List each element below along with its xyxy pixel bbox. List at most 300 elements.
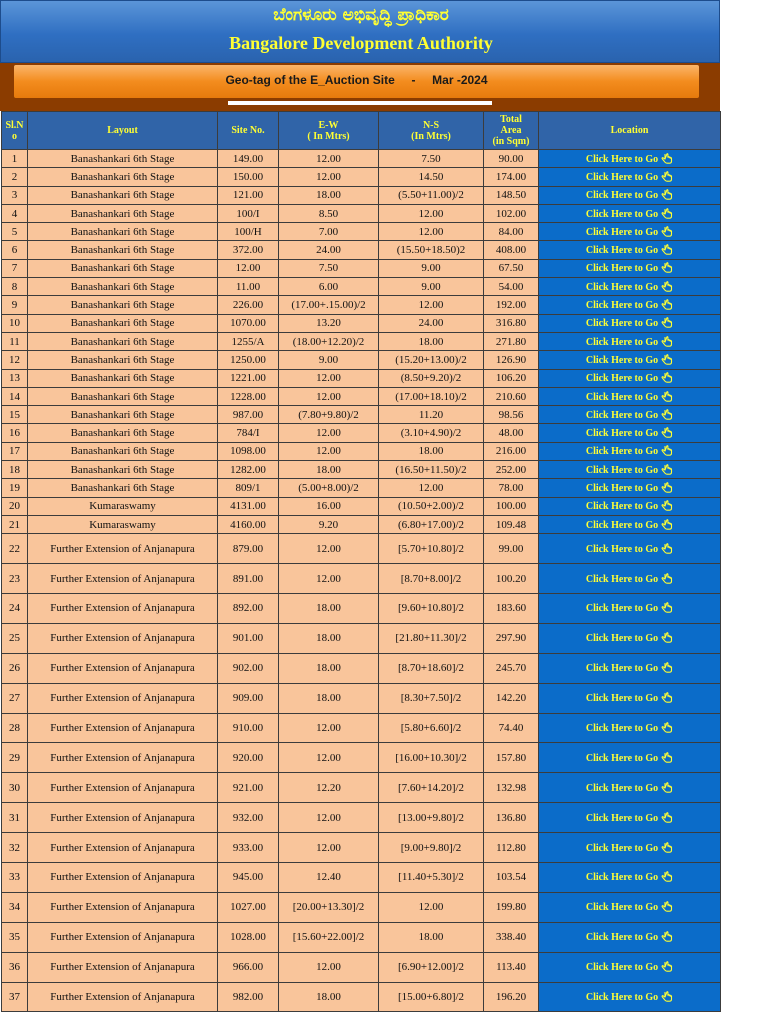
cell-slno: 30 bbox=[2, 773, 28, 803]
location-link-label: Click Here to Go bbox=[585, 573, 659, 585]
cell-ns: 7.50 bbox=[379, 150, 484, 168]
location-link-label: Click Here to Go bbox=[585, 482, 659, 494]
cell-ns: 18.00 bbox=[379, 922, 484, 952]
hand-pointer-icon bbox=[661, 464, 673, 475]
location-link[interactable] bbox=[539, 204, 721, 222]
hand-pointer-icon bbox=[661, 171, 673, 182]
cell-slno: 22 bbox=[2, 534, 28, 564]
cell-ew: 6.00 bbox=[279, 278, 379, 296]
header-slno-line1: Sl.N bbox=[5, 119, 24, 131]
cell-ns: [8.30+7.50]/2 bbox=[379, 683, 484, 713]
cell-site-no: 982.00 bbox=[218, 982, 279, 1012]
cell-ns: [13.00+9.80]/2 bbox=[379, 803, 484, 833]
table-row bbox=[2, 296, 721, 314]
location-link[interactable] bbox=[539, 653, 721, 683]
table-row bbox=[2, 186, 721, 204]
location-link[interactable] bbox=[539, 223, 721, 241]
cell-layout: Banashankari 6th Stage bbox=[28, 387, 218, 405]
header-area bbox=[484, 112, 539, 150]
hand-pointer-icon bbox=[661, 782, 673, 793]
cell-ew: (18.00+12.20)/2 bbox=[279, 332, 379, 350]
location-link[interactable] bbox=[539, 892, 721, 922]
location-link-label: Click Here to Go bbox=[585, 992, 659, 1004]
cell-ns: [8.70+8.00]/2 bbox=[379, 564, 484, 594]
cell-area: 74.40 bbox=[484, 713, 539, 743]
header-layout: Layout bbox=[28, 112, 218, 150]
table-row bbox=[2, 223, 721, 241]
cell-site-no: 892.00 bbox=[218, 594, 279, 624]
cell-slno: 10 bbox=[2, 314, 28, 332]
location-link[interactable] bbox=[539, 534, 721, 564]
cell-ns: [21.80+11.30]/2 bbox=[379, 623, 484, 653]
hand-pointer-icon bbox=[661, 842, 673, 853]
hand-pointer-icon bbox=[661, 153, 673, 164]
cell-layout: Banashankari 6th Stage bbox=[28, 351, 218, 369]
cell-layout: Banashankari 6th Stage bbox=[28, 278, 218, 296]
header-ns bbox=[379, 112, 484, 150]
cell-area: 106.20 bbox=[484, 369, 539, 387]
cell-site-no: 1282.00 bbox=[218, 461, 279, 479]
hand-pointer-icon bbox=[661, 262, 673, 273]
cell-ns: [15.00+6.80]/2 bbox=[379, 982, 484, 1012]
hand-pointer-icon bbox=[661, 901, 673, 912]
cell-area: 54.00 bbox=[484, 278, 539, 296]
cell-slno: 11 bbox=[2, 332, 28, 350]
table-row bbox=[2, 892, 721, 922]
cell-slno: 23 bbox=[2, 564, 28, 594]
cell-area: 48.00 bbox=[484, 424, 539, 442]
location-link[interactable] bbox=[539, 922, 721, 952]
cell-ns: [11.40+5.30]/2 bbox=[379, 863, 484, 893]
location-link-label: Click Here to Go bbox=[585, 373, 659, 385]
cell-ns: 18.00 bbox=[379, 332, 484, 350]
location-link[interactable] bbox=[539, 387, 721, 405]
cell-area: 90.00 bbox=[484, 150, 539, 168]
cell-site-no: 1255/A bbox=[218, 332, 279, 350]
header-area-line2: Area bbox=[500, 125, 522, 136]
hand-pointer-icon bbox=[661, 812, 673, 823]
table-row bbox=[2, 534, 721, 564]
cell-ns: (6.80+17.00)/2 bbox=[379, 515, 484, 533]
cell-layout: Further Extension of Anjanapura bbox=[28, 683, 218, 713]
cell-site-no: 909.00 bbox=[218, 683, 279, 713]
location-link-label: Click Here to Go bbox=[585, 446, 659, 458]
cell-ns: 9.00 bbox=[379, 278, 484, 296]
location-link-label: Click Here to Go bbox=[585, 962, 659, 974]
cell-layout: Banashankari 6th Stage bbox=[28, 259, 218, 277]
cell-slno: 13 bbox=[2, 369, 28, 387]
hand-pointer-icon bbox=[661, 372, 673, 383]
cell-site-no: 100/I bbox=[218, 204, 279, 222]
location-link-label: Click Here to Go bbox=[585, 245, 659, 257]
location-link[interactable] bbox=[539, 623, 721, 653]
table-row bbox=[2, 683, 721, 713]
location-link[interactable] bbox=[539, 713, 721, 743]
hand-pointer-icon bbox=[661, 354, 673, 365]
location-link-label: Click Here to Go bbox=[585, 318, 659, 330]
cell-area: 408.00 bbox=[484, 241, 539, 259]
location-link[interactable] bbox=[539, 803, 721, 833]
cell-slno: 8 bbox=[2, 278, 28, 296]
location-link[interactable] bbox=[539, 863, 721, 893]
cell-area: 112.80 bbox=[484, 833, 539, 863]
cell-layout: Further Extension of Anjanapura bbox=[28, 564, 218, 594]
location-link-label: Click Here to Go bbox=[585, 263, 659, 275]
table-row bbox=[2, 497, 721, 515]
cell-slno: 12 bbox=[2, 351, 28, 369]
location-link[interactable] bbox=[539, 424, 721, 442]
location-link-label: Click Here to Go bbox=[585, 153, 659, 165]
location-link-label: Click Here to Go bbox=[585, 409, 659, 421]
hand-pointer-icon bbox=[661, 427, 673, 438]
location-link-label: Click Here to Go bbox=[585, 501, 659, 513]
hand-pointer-icon bbox=[661, 573, 673, 584]
cell-ew: 16.00 bbox=[279, 497, 379, 515]
cell-area: 216.00 bbox=[484, 442, 539, 460]
hand-pointer-icon bbox=[661, 409, 673, 420]
auction-sites-table bbox=[1, 111, 721, 1012]
cell-slno: 15 bbox=[2, 406, 28, 424]
table-row bbox=[2, 713, 721, 743]
location-link[interactable] bbox=[539, 564, 721, 594]
cell-slno: 29 bbox=[2, 743, 28, 773]
cell-slno: 21 bbox=[2, 515, 28, 533]
cell-slno: 4 bbox=[2, 204, 28, 222]
cell-ew: [15.60+22.00]/2 bbox=[279, 922, 379, 952]
cell-layout: Banashankari 6th Stage bbox=[28, 296, 218, 314]
table-row bbox=[2, 204, 721, 222]
cell-site-no: 1027.00 bbox=[218, 892, 279, 922]
cell-ew: 12.00 bbox=[279, 442, 379, 460]
location-link[interactable] bbox=[539, 479, 721, 497]
cell-layout: Banashankari 6th Stage bbox=[28, 186, 218, 204]
hand-pointer-icon bbox=[661, 931, 673, 942]
cell-ew: 12.00 bbox=[279, 387, 379, 405]
hand-pointer-icon bbox=[661, 722, 673, 733]
cell-slno: 2 bbox=[2, 168, 28, 186]
cell-slno: 20 bbox=[2, 497, 28, 515]
cell-layout: Kumaraswamy bbox=[28, 515, 218, 533]
hand-pointer-icon bbox=[661, 602, 673, 613]
cell-ns: 14.50 bbox=[379, 168, 484, 186]
cell-area: 109.48 bbox=[484, 515, 539, 533]
cell-layout: Banashankari 6th Stage bbox=[28, 314, 218, 332]
hand-pointer-icon bbox=[661, 752, 673, 763]
cell-layout: Further Extension of Anjanapura bbox=[28, 743, 218, 773]
location-link-label: Click Here to Go bbox=[585, 464, 659, 476]
cell-ew: (5.00+8.00)/2 bbox=[279, 479, 379, 497]
header-ew-line1: E-W bbox=[318, 119, 339, 131]
location-link[interactable] bbox=[539, 406, 721, 424]
location-link-label: Click Here to Go bbox=[585, 336, 659, 348]
cell-slno: 31 bbox=[2, 803, 28, 833]
location-link[interactable] bbox=[539, 773, 721, 803]
cell-ns: 12.00 bbox=[379, 204, 484, 222]
cell-area: 252.00 bbox=[484, 461, 539, 479]
cell-layout: Banashankari 6th Stage bbox=[28, 461, 218, 479]
location-link-label: Click Here to Go bbox=[585, 812, 659, 824]
location-link[interactable] bbox=[539, 296, 721, 314]
table-row bbox=[2, 833, 721, 863]
cell-ns: [9.00+9.80]/2 bbox=[379, 833, 484, 863]
cell-ns: 12.00 bbox=[379, 479, 484, 497]
location-link-label: Click Here to Go bbox=[585, 354, 659, 366]
location-link[interactable] bbox=[539, 833, 721, 863]
cell-area: 103.54 bbox=[484, 863, 539, 893]
location-link-label: Click Here to Go bbox=[585, 902, 659, 914]
header-area-line1: Total bbox=[500, 114, 522, 125]
cell-slno: 5 bbox=[2, 223, 28, 241]
hand-pointer-icon bbox=[661, 961, 673, 972]
cell-site-no: 987.00 bbox=[218, 406, 279, 424]
cell-area: 157.80 bbox=[484, 743, 539, 773]
table-row bbox=[2, 369, 721, 387]
cell-ew: 18.00 bbox=[279, 683, 379, 713]
cell-site-no: 1070.00 bbox=[218, 314, 279, 332]
cell-ew: 9.00 bbox=[279, 351, 379, 369]
hand-pointer-icon bbox=[661, 391, 673, 402]
cell-slno: 37 bbox=[2, 982, 28, 1012]
cell-ns: (17.00+18.10)/2 bbox=[379, 387, 484, 405]
hand-pointer-icon bbox=[661, 519, 673, 530]
cell-ew: 18.00 bbox=[279, 653, 379, 683]
location-link-label: Click Here to Go bbox=[585, 391, 659, 403]
cell-slno: 24 bbox=[2, 594, 28, 624]
cell-layout: Banashankari 6th Stage bbox=[28, 150, 218, 168]
header-location: Location bbox=[539, 112, 721, 150]
cell-slno: 18 bbox=[2, 461, 28, 479]
cell-ns: 18.00 bbox=[379, 442, 484, 460]
cell-area: 100.00 bbox=[484, 497, 539, 515]
table-row bbox=[2, 241, 721, 259]
cell-ns: (3.10+4.90)/2 bbox=[379, 424, 484, 442]
cell-ew: 8.50 bbox=[279, 204, 379, 222]
cell-ns: (10.50+2.00)/2 bbox=[379, 497, 484, 515]
cell-layout: Further Extension of Anjanapura bbox=[28, 833, 218, 863]
hand-pointer-icon bbox=[661, 871, 673, 882]
cell-area: 196.20 bbox=[484, 982, 539, 1012]
location-link[interactable] bbox=[539, 278, 721, 296]
cell-slno: 35 bbox=[2, 922, 28, 952]
table-row bbox=[2, 387, 721, 405]
hand-pointer-icon bbox=[661, 543, 673, 554]
cell-layout: Further Extension of Anjanapura bbox=[28, 982, 218, 1012]
cell-site-no: 121.00 bbox=[218, 186, 279, 204]
location-link[interactable] bbox=[539, 743, 721, 773]
cell-ns: (5.50+11.00)/2 bbox=[379, 186, 484, 204]
header-site: Site No. bbox=[218, 112, 279, 150]
cell-slno: 28 bbox=[2, 713, 28, 743]
location-link[interactable] bbox=[539, 351, 721, 369]
table-row bbox=[2, 332, 721, 350]
cell-area: 113.40 bbox=[484, 952, 539, 982]
cell-ew: (17.00+.15.00)/2 bbox=[279, 296, 379, 314]
cell-area: 84.00 bbox=[484, 223, 539, 241]
cell-ns: [5.80+6.60]/2 bbox=[379, 713, 484, 743]
cell-site-no: 1228.00 bbox=[218, 387, 279, 405]
location-link-label: Click Here to Go bbox=[585, 872, 659, 884]
cell-area: 67.50 bbox=[484, 259, 539, 277]
cell-slno: 14 bbox=[2, 387, 28, 405]
hand-pointer-icon bbox=[661, 226, 673, 237]
cell-site-no: 932.00 bbox=[218, 803, 279, 833]
cell-ew: 7.50 bbox=[279, 259, 379, 277]
cell-site-no: 945.00 bbox=[218, 863, 279, 893]
cell-slno: 19 bbox=[2, 479, 28, 497]
cell-site-no: 910.00 bbox=[218, 713, 279, 743]
location-link[interactable] bbox=[539, 683, 721, 713]
table-row bbox=[2, 406, 721, 424]
location-link[interactable] bbox=[539, 461, 721, 479]
table-row bbox=[2, 351, 721, 369]
table-row bbox=[2, 982, 721, 1012]
hand-pointer-icon bbox=[661, 662, 673, 673]
cell-ew: 12.00 bbox=[279, 564, 379, 594]
cell-ns: 9.00 bbox=[379, 259, 484, 277]
cell-site-no: 879.00 bbox=[218, 534, 279, 564]
hand-pointer-icon bbox=[661, 482, 673, 493]
cell-ew: 12.00 bbox=[279, 168, 379, 186]
cell-ns: (15.20+13.00)/2 bbox=[379, 351, 484, 369]
location-link[interactable] bbox=[539, 259, 721, 277]
header-ew-line2: ( In Mtrs) bbox=[307, 130, 350, 142]
cell-ns: [8.70+18.60]/2 bbox=[379, 653, 484, 683]
hand-pointer-icon bbox=[661, 692, 673, 703]
cell-ew: 24.00 bbox=[279, 241, 379, 259]
location-link-label: Click Here to Go bbox=[585, 171, 659, 183]
location-link[interactable] bbox=[539, 442, 721, 460]
cell-site-no: 920.00 bbox=[218, 743, 279, 773]
cell-layout: Banashankari 6th Stage bbox=[28, 168, 218, 186]
header-banner bbox=[0, 0, 720, 63]
table-row bbox=[2, 479, 721, 497]
location-link[interactable] bbox=[539, 952, 721, 982]
cell-layout: Banashankari 6th Stage bbox=[28, 204, 218, 222]
cell-slno: 17 bbox=[2, 442, 28, 460]
cell-ew: 18.00 bbox=[279, 623, 379, 653]
table-row bbox=[2, 515, 721, 533]
cell-layout: Kumaraswamy bbox=[28, 497, 218, 515]
cell-ns: (16.50+11.50)/2 bbox=[379, 461, 484, 479]
location-link-label: Click Here to Go bbox=[585, 723, 659, 735]
cell-area: 316.80 bbox=[484, 314, 539, 332]
cell-ns: [7.60+14.20]/2 bbox=[379, 773, 484, 803]
cell-slno: 36 bbox=[2, 952, 28, 982]
hand-pointer-icon bbox=[661, 281, 673, 292]
cell-layout: Further Extension of Anjanapura bbox=[28, 594, 218, 624]
table-row bbox=[2, 922, 721, 952]
location-link[interactable] bbox=[539, 168, 721, 186]
cell-slno: 26 bbox=[2, 653, 28, 683]
divider-bar bbox=[228, 101, 492, 105]
hand-pointer-icon bbox=[661, 500, 673, 511]
cell-area: 148.50 bbox=[484, 186, 539, 204]
cell-ew: [20.00+13.30]/2 bbox=[279, 892, 379, 922]
table-row bbox=[2, 314, 721, 332]
hand-pointer-icon bbox=[661, 632, 673, 643]
cell-ns: 12.00 bbox=[379, 892, 484, 922]
cell-ew: 12.00 bbox=[279, 424, 379, 442]
cell-layout: Further Extension of Anjanapura bbox=[28, 713, 218, 743]
subtitle-text: Geo-tag of the E_Auction Site - Mar -2024 bbox=[225, 73, 488, 87]
location-link-label: Click Here to Go bbox=[585, 693, 659, 705]
cell-layout: Banashankari 6th Stage bbox=[28, 369, 218, 387]
location-link-label: Click Here to Go bbox=[585, 603, 659, 615]
cell-area: 192.00 bbox=[484, 296, 539, 314]
hand-pointer-icon bbox=[661, 317, 673, 328]
cell-area: 338.40 bbox=[484, 922, 539, 952]
cell-site-no: 1028.00 bbox=[218, 922, 279, 952]
cell-area: 142.20 bbox=[484, 683, 539, 713]
cell-ew: 12.00 bbox=[279, 713, 379, 743]
location-link-label: Click Here to Go bbox=[585, 932, 659, 944]
location-link[interactable] bbox=[539, 186, 721, 204]
cell-layout: Further Extension of Anjanapura bbox=[28, 773, 218, 803]
location-link-label: Click Here to Go bbox=[585, 281, 659, 293]
hand-pointer-icon bbox=[661, 445, 673, 456]
cell-ns: 12.00 bbox=[379, 223, 484, 241]
cell-slno: 6 bbox=[2, 241, 28, 259]
cell-layout: Banashankari 6th Stage bbox=[28, 479, 218, 497]
title-kannada: ಬೆಂಗಳೂರು ಅಭಿವೃದ್ಧಿ ಪ್ರಾಧಿಕಾರ bbox=[273, 5, 449, 25]
table-row bbox=[2, 803, 721, 833]
cell-site-no: 933.00 bbox=[218, 833, 279, 863]
location-link-label: Click Here to Go bbox=[585, 428, 659, 440]
location-link[interactable] bbox=[539, 332, 721, 350]
cell-layout: Further Extension of Anjanapura bbox=[28, 892, 218, 922]
location-link[interactable] bbox=[539, 369, 721, 387]
cell-slno: 3 bbox=[2, 186, 28, 204]
location-link[interactable] bbox=[539, 241, 721, 259]
cell-ew: 18.00 bbox=[279, 594, 379, 624]
location-link[interactable] bbox=[539, 314, 721, 332]
cell-area: 98.56 bbox=[484, 406, 539, 424]
cell-site-no: 966.00 bbox=[218, 952, 279, 982]
table-row bbox=[2, 623, 721, 653]
cell-slno: 25 bbox=[2, 623, 28, 653]
hand-pointer-icon bbox=[661, 991, 673, 1002]
table-row bbox=[2, 863, 721, 893]
location-link-label: Click Here to Go bbox=[585, 190, 659, 202]
location-link[interactable] bbox=[539, 982, 721, 1012]
cell-layout: Further Extension of Anjanapura bbox=[28, 623, 218, 653]
location-link-label: Click Here to Go bbox=[585, 543, 659, 555]
cell-area: 199.80 bbox=[484, 892, 539, 922]
location-link[interactable] bbox=[539, 150, 721, 168]
cell-ns: 11.20 bbox=[379, 406, 484, 424]
location-link[interactable] bbox=[539, 594, 721, 624]
cell-ew: 12.00 bbox=[279, 369, 379, 387]
cell-ew: 7.00 bbox=[279, 223, 379, 241]
cell-area: 100.20 bbox=[484, 564, 539, 594]
header-ns-line2: (In Mtrs) bbox=[411, 130, 451, 142]
header-ew bbox=[279, 112, 379, 150]
cell-layout: Banashankari 6th Stage bbox=[28, 223, 218, 241]
table-row bbox=[2, 424, 721, 442]
cell-ew: 12.00 bbox=[279, 743, 379, 773]
location-link[interactable] bbox=[539, 497, 721, 515]
cell-area: 183.60 bbox=[484, 594, 539, 624]
cell-ns: (15.50+18.50)2 bbox=[379, 241, 484, 259]
table-row bbox=[2, 259, 721, 277]
table-row bbox=[2, 773, 721, 803]
cell-ew: 12.00 bbox=[279, 952, 379, 982]
cell-area: 297.90 bbox=[484, 623, 539, 653]
table-row bbox=[2, 168, 721, 186]
location-link-label: Click Here to Go bbox=[585, 663, 659, 675]
cell-site-no: 12.00 bbox=[218, 259, 279, 277]
location-link[interactable] bbox=[539, 515, 721, 533]
